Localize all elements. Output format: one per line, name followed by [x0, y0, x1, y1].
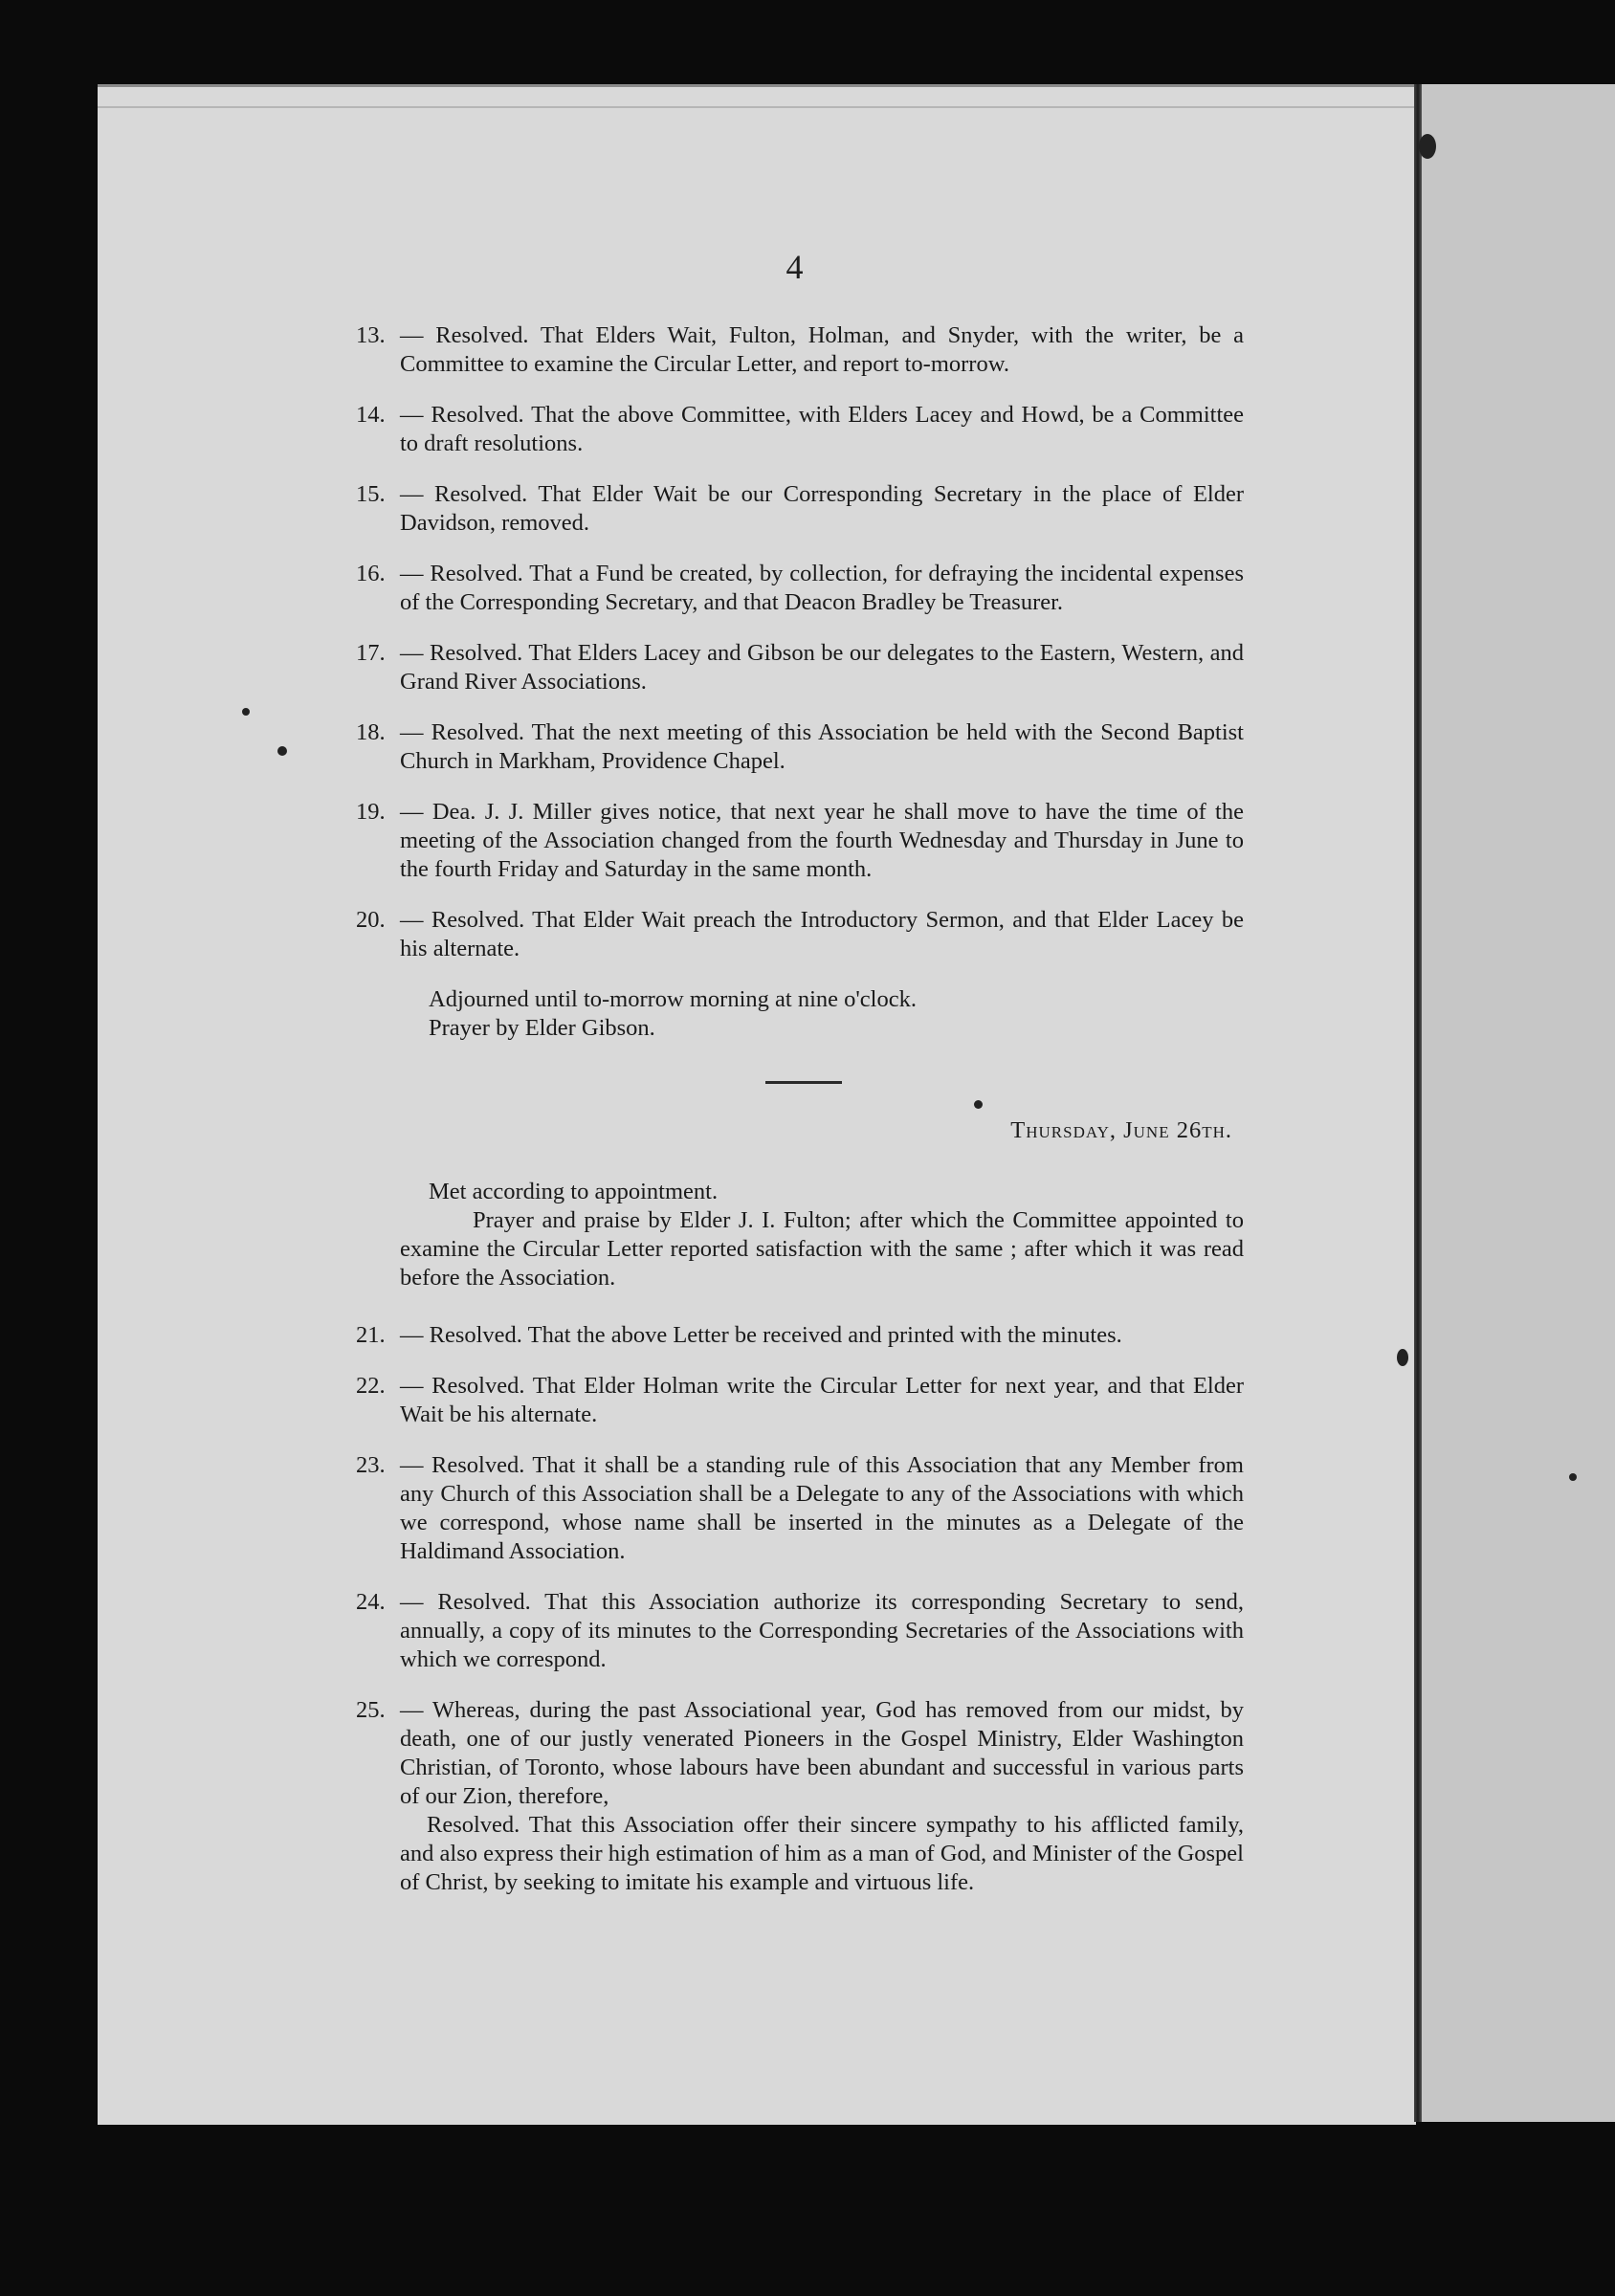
resolution-entry-22 — [356, 1372, 1244, 1429]
resolution-number: 23. — [356, 1452, 386, 1478]
resolutions-second-group — [356, 1321, 1244, 1674]
resolution-number: 25. — [356, 1697, 386, 1723]
adjournment-line: Adjourned until to-morrow morning at nine o'clock. — [429, 986, 917, 1012]
page-number: 4 — [785, 248, 804, 286]
scan-speck — [1397, 1349, 1408, 1366]
resolutions-first-group — [356, 321, 1244, 963]
resolution-number: 24. — [356, 1589, 386, 1615]
resolution-number: 19. — [356, 799, 386, 825]
resolution-entry-13 — [356, 321, 1244, 379]
page-fold — [1414, 84, 1422, 2122]
resolution-entry-20 — [356, 906, 1244, 963]
resolution-text: — Resolved. That Elder Holman write the Circular Letter for next year, and that Elder Wait be his alternate. — [400, 1373, 1244, 1427]
resolution-text: — Resolved. That it shall be a standing rule of this Association that any Member from any Church of this Association shall be a Delegate to any of the Associations with which we correspond, whose name shall be inserted in the minutes as a Delegate of the Haldimand Association. — [400, 1452, 1244, 1564]
resolution-entry-15 — [356, 480, 1244, 538]
resolution-text: — Resolved. That Elders Wait, Fulton, Holman, and Snyder, with the writer, be a Committee to examine the Circular Letter, and report to-morrow. — [400, 322, 1244, 377]
resolution-text: — Resolved. That the next meeting of this Association be held with the Second Baptist Church in Markham, Providence Chapel. — [400, 719, 1244, 774]
resolution-entry-21 — [356, 1321, 1244, 1350]
resolution-text: — Resolved. That Elder Wait be our Corresponding Secretary in the place of Elder Davidson, removed. — [400, 481, 1244, 536]
resolution-entry-23 — [356, 1451, 1244, 1566]
resolution-number: 14. — [356, 402, 386, 428]
resolution-number: 20. — [356, 907, 386, 933]
scan-speck — [277, 746, 287, 756]
resolution-number: 17. — [356, 640, 386, 666]
resolution-entry-14 — [356, 401, 1244, 458]
resolution-number: 22. — [356, 1373, 386, 1399]
resolution-entry-17 — [356, 639, 1244, 696]
scan-speck — [1419, 134, 1436, 159]
resolution-text: — Dea. J. J. Miller gives notice, that next year he shall move to have the time of the meeting of the Association changed from the fourth Wednesday and Thursday in June to the fourth Friday and Saturday in the same month. — [400, 799, 1244, 882]
adjacent-page-edge — [1416, 84, 1615, 2122]
resolution-text: — Resolved. That this Association authorize its corresponding Secretary to send, annually, a copy of its minutes to the Corresponding Secretaries of the Associations with which we correspond. — [400, 1589, 1244, 1672]
resolution-text: — Resolved. That Elders Lacey and Gibson be our delegates to the Eastern, Western, and Grand River Associations. — [400, 640, 1244, 695]
section-divider — [765, 1081, 842, 1084]
resolution-text: — Resolved. That Elder Wait preach the Introductory Sermon, and that Elder Lacey be his alternate. — [400, 907, 1244, 961]
session-dateline: Thursday, June 26th. — [1010, 1117, 1232, 1143]
resolution-number: 16. — [356, 561, 386, 586]
resolution-entry-16 — [356, 560, 1244, 617]
scan-speck — [1569, 1473, 1577, 1481]
resolution-text: — Resolved. That the above Committee, with Elders Lacey and Howd, be a Committee to draft resolutions. — [400, 402, 1244, 456]
whereas-text: — Whereas, during the past Associational year, God has removed from our midst, by death, one of our justly venerated Pioneers in the Gospel Ministry, Elder Washington Christian, of Toronto, whose labours have been abundant and successful in various parts of our Zion, therefore, — [400, 1697, 1244, 1809]
opening-prayer-paragraph: Prayer and praise by Elder J. I. Fulton; after which the Committee appointed to examine the Circular Letter reported satisfaction with the same ; after which it was read before the Association. — [400, 1207, 1244, 1291]
resolution-entry-24 — [356, 1588, 1244, 1674]
met-line: Met according to appointment. — [429, 1179, 719, 1204]
closing-prayer-line: Prayer by Elder Gibson. — [429, 1015, 655, 1041]
resolved-text: Resolved. That this Association offer their sincere sympathy to his afflicted family, and also express their high estimation of him as a man of God, and Minister of the Gospel of Christ, by seeking to imitate his example and virtuous life. — [400, 1812, 1244, 1895]
resolution-number: 15. — [356, 481, 386, 507]
resolution-text: — Resolved. That the above Letter be received and printed with the minutes. — [400, 1322, 1122, 1348]
resolution-text: — Resolved. That a Fund be created, by collection, for defraying the incidental expenses of the Corresponding Secretary, and that Deacon Bradley be Treasurer. — [400, 561, 1244, 615]
resolution-number: 21. — [356, 1322, 386, 1348]
scan-speck — [242, 708, 250, 716]
adjournment-note — [356, 985, 1244, 1043]
scan-speck — [974, 1100, 983, 1109]
resolution-entry-25 — [356, 1696, 1244, 1897]
resolution-entry-18 — [356, 718, 1244, 776]
resolution-number: 13. — [356, 322, 386, 348]
resolution-number: 18. — [356, 719, 386, 745]
minutes-body — [356, 321, 1244, 1919]
resolution-entry-19 — [356, 798, 1244, 884]
